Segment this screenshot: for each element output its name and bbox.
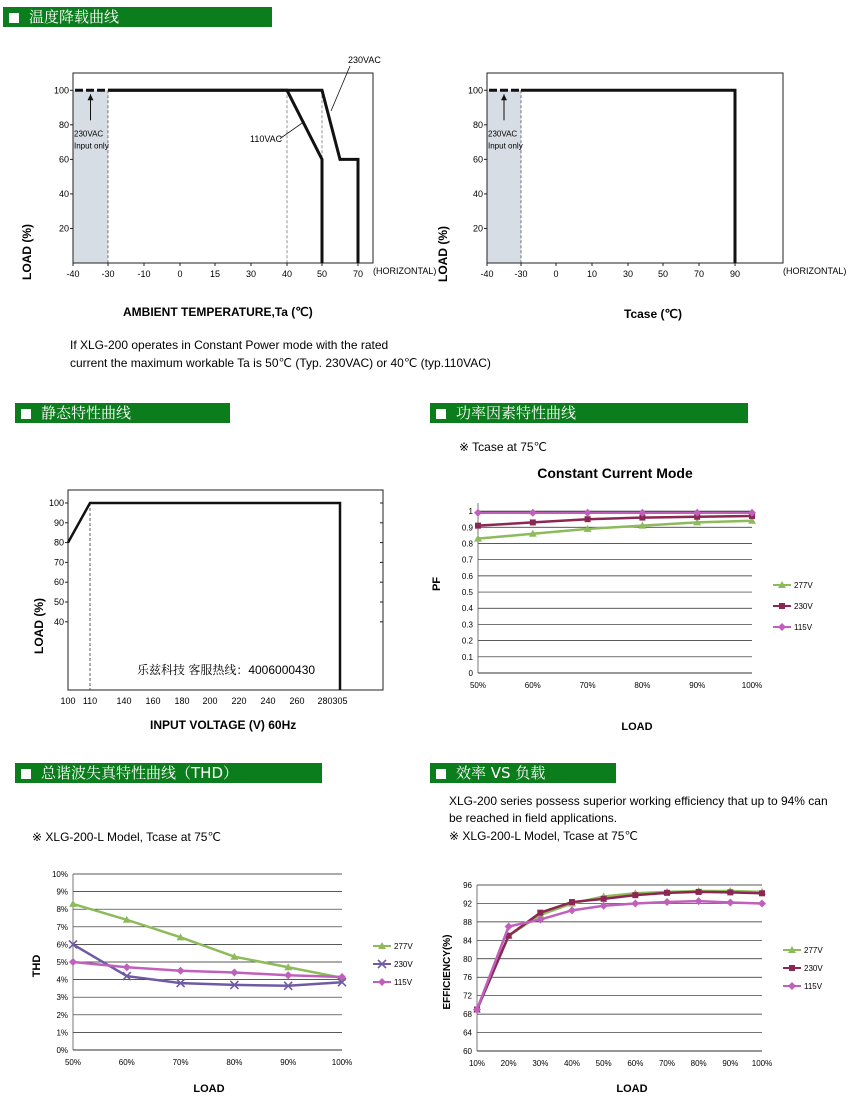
y-tick-label: 90 xyxy=(53,517,64,528)
section-title: 总谐波失真特性曲线（THD） xyxy=(41,764,238,782)
x-tick-label: 140 xyxy=(116,696,132,706)
legend-marker xyxy=(788,982,796,990)
data-point xyxy=(695,897,703,905)
eff-note-line2: be reached in field applications. xyxy=(449,811,618,825)
x-tick-label: 30% xyxy=(532,1059,549,1068)
section-header-static xyxy=(15,403,230,423)
x-tick-label: 60% xyxy=(524,681,541,690)
square-bullet-icon xyxy=(9,13,19,23)
y-axis-label: PF xyxy=(431,576,443,592)
y-tick-label: 2% xyxy=(56,1010,68,1020)
y-tick-label: 0 xyxy=(468,669,473,678)
y-tick-label: 80 xyxy=(58,119,69,130)
x-tick-label: 70% xyxy=(579,681,596,690)
data-point xyxy=(601,896,607,902)
y-tick-label: 0.3 xyxy=(461,620,473,630)
data-point xyxy=(585,516,591,522)
x-tick-label: -40 xyxy=(66,269,80,279)
y-tick-label: 84 xyxy=(463,936,472,946)
data-point xyxy=(632,892,638,898)
x-tick-label: 80% xyxy=(690,1059,707,1068)
series-line xyxy=(477,892,762,1010)
y-tick-label: 0% xyxy=(56,1046,68,1055)
data-point xyxy=(726,899,734,907)
legend-label: 230V xyxy=(804,964,823,973)
x-tick-label: 80% xyxy=(634,681,651,690)
x-tick-label: 90 xyxy=(729,269,741,279)
data-point xyxy=(600,902,608,910)
y-tick-label: 70 xyxy=(53,557,64,568)
chart-marks xyxy=(52,870,413,1067)
y-tick-label: 1 xyxy=(468,507,473,517)
x-tick-label: 0 xyxy=(177,269,183,279)
data-point xyxy=(177,967,185,975)
y-tick-label: 40 xyxy=(53,616,64,627)
x-tick-label: 30 xyxy=(622,269,634,279)
x-tick-label: 70 xyxy=(693,269,705,279)
x-unit-note: (HORIZONTAL) xyxy=(373,266,437,276)
x-tick-label: 90% xyxy=(689,681,706,690)
x-axis-label: LOAD xyxy=(193,1083,225,1095)
y-tick-label: 60 xyxy=(463,1047,472,1056)
static-curve xyxy=(68,503,340,690)
y-tick-label: 92 xyxy=(463,899,472,909)
data-point xyxy=(568,906,576,914)
y-tick-label: 0.1 xyxy=(461,652,473,662)
section-header-pf xyxy=(430,403,748,423)
x-tick-label: 70% xyxy=(172,1058,189,1067)
x-tick-label: 100% xyxy=(331,1058,353,1067)
data-point xyxy=(663,898,671,906)
y-tick-label: 72 xyxy=(463,991,472,1001)
x-tick-label: -10 xyxy=(137,269,151,279)
y-tick-label: 80 xyxy=(463,954,472,964)
legend-label: 115V xyxy=(394,978,413,987)
legend-label: 230V xyxy=(394,960,413,969)
chart-marks xyxy=(462,503,813,690)
pf-tcase-note: ※ Tcase at 75℃ xyxy=(459,440,548,454)
y-tick-label: 0.7 xyxy=(461,555,473,565)
y-tick-label: 4% xyxy=(56,975,68,985)
y-tick-label: 68 xyxy=(463,1010,472,1020)
x-tick-label: 305 xyxy=(332,696,348,706)
x-tick-label: 40 xyxy=(281,269,293,279)
y-tick-label: 60 xyxy=(53,577,64,588)
data-point xyxy=(474,509,482,517)
y-tick-label: 100 xyxy=(48,498,64,508)
legend-label: 230V xyxy=(794,602,813,611)
y-tick-label: 76 xyxy=(463,973,472,983)
section-title: 效率 VS 负载 xyxy=(456,764,546,782)
x-tick-label: 90% xyxy=(722,1059,739,1068)
y-axis-label: LOAD (%) xyxy=(20,224,34,280)
y-tick-label: 96 xyxy=(463,881,472,890)
region-label-line2: Input only xyxy=(74,141,109,151)
legend-label: 277V xyxy=(794,581,813,590)
chart-marks xyxy=(54,55,381,279)
callout-line-110vac xyxy=(280,121,305,138)
data-point xyxy=(727,889,733,895)
static-chart xyxy=(0,480,420,740)
y-tick-label: 0.2 xyxy=(461,636,473,646)
legend-label: 115V xyxy=(804,982,823,991)
x-tick-label: 100 xyxy=(60,696,76,706)
series-label-230vac: 230VAC xyxy=(348,55,381,65)
data-point xyxy=(696,889,702,895)
x-tick-label: 260 xyxy=(289,696,305,706)
data-point xyxy=(758,899,766,907)
y-tick-label: 6% xyxy=(56,940,68,950)
x-axis-label: LOAD xyxy=(621,721,653,733)
derating-curve xyxy=(521,90,735,263)
x-tick-label: 90% xyxy=(280,1058,297,1067)
region-label-line1: 230VAC xyxy=(488,129,518,139)
x-tick-label: 80% xyxy=(226,1058,243,1067)
chart-title: Constant Current Mode xyxy=(537,465,693,481)
data-point xyxy=(529,509,537,517)
square-bullet-icon xyxy=(436,769,446,779)
pf-chart xyxy=(430,458,860,738)
y-axis-label: LOAD (%) xyxy=(32,598,46,654)
y-tick-label: 0.4 xyxy=(461,604,473,614)
x-tick-label: 40% xyxy=(563,1059,581,1068)
y-tick-label: 9% xyxy=(56,887,68,897)
derating-curve xyxy=(108,90,322,263)
legend-label: 277V xyxy=(394,942,413,951)
y-tick-label: 20 xyxy=(472,223,483,234)
x-tick-label: -40 xyxy=(480,269,494,279)
y-axis-label: THD xyxy=(31,954,43,978)
derating-tcase-chart xyxy=(430,50,860,330)
chart-annotation: 乐兹科技 客服热线：4006000430 xyxy=(137,663,316,677)
y-tick-label: 7% xyxy=(56,922,68,932)
data-point xyxy=(69,958,77,966)
x-tick-label: 50% xyxy=(64,1058,82,1067)
series-line xyxy=(477,891,762,1010)
x-tick-label: 160 xyxy=(145,696,161,706)
data-point xyxy=(69,900,77,907)
legend-marker xyxy=(778,623,786,631)
eff-model-note: ※ XLG-200-L Model, Tcase at 75℃ xyxy=(449,829,638,843)
series-line xyxy=(477,901,762,1009)
chart-marks xyxy=(463,881,823,1068)
y-tick-label: 0.9 xyxy=(461,523,473,533)
x-tick-label: 110 xyxy=(82,696,98,706)
y-tick-label: 20 xyxy=(58,223,69,234)
data-point xyxy=(664,890,670,896)
chart-marks xyxy=(468,73,783,279)
x-tick-label: 15 xyxy=(209,269,221,279)
x-tick-label: 30 xyxy=(245,269,257,279)
plot-frame xyxy=(68,490,383,690)
x-axis-label: LOAD xyxy=(616,1083,648,1095)
section-header-efficiency xyxy=(430,763,616,783)
x-unit-note: (HORIZONTAL) xyxy=(783,266,847,276)
y-tick-label: 0.5 xyxy=(461,588,473,598)
legend-label: 277V xyxy=(804,946,823,955)
x-tick-label: 200 xyxy=(202,696,218,706)
legend-label: 115V xyxy=(794,623,813,632)
data-point xyxy=(123,963,131,971)
x-tick-label: 180 xyxy=(174,696,190,706)
data-point xyxy=(537,910,543,916)
x-axis-label: AMBIENT TEMPERATURE,Ta (℃) xyxy=(123,305,313,319)
region-label-line1: 230VAC xyxy=(74,129,104,139)
x-axis-label: INPUT VOLTAGE (V) 60Hz xyxy=(150,718,297,732)
derating-note-line2: current the maximum workable Ta is 50℃ (Typ. 230VAC) or 40℃ (typ.110VAC) xyxy=(70,356,491,370)
x-tick-label: -30 xyxy=(101,269,115,279)
y-tick-label: 50 xyxy=(53,597,64,607)
x-tick-label: 20% xyxy=(500,1059,517,1068)
section-title: 温度降载曲线 xyxy=(29,8,120,26)
legend-marker xyxy=(779,603,785,609)
x-tick-label: 10 xyxy=(586,269,598,279)
data-point xyxy=(569,899,575,905)
x-tick-label: 50 xyxy=(657,269,669,279)
plot-frame xyxy=(73,73,373,263)
y-axis-label: LOAD (%) xyxy=(436,226,450,282)
y-tick-label: 0.6 xyxy=(461,571,473,581)
section-title: 静态特性曲线 xyxy=(41,404,132,422)
data-point xyxy=(530,519,536,525)
y-tick-label: 10% xyxy=(51,870,68,879)
derating-ta-chart xyxy=(0,50,440,330)
region-label-line2: Input only xyxy=(488,141,523,151)
x-tick-label: 60% xyxy=(118,1058,135,1067)
y-tick-label: 60 xyxy=(58,154,69,165)
section-header-thd xyxy=(15,763,322,783)
legend-marker xyxy=(789,965,795,971)
y-tick-label: 8% xyxy=(56,905,68,915)
y-tick-label: 80 xyxy=(472,119,483,130)
legend-marker xyxy=(378,978,386,986)
x-tick-label: 100% xyxy=(741,681,763,690)
y-tick-label: 60 xyxy=(472,154,483,165)
data-point xyxy=(584,509,592,517)
x-tick-label: -30 xyxy=(514,269,528,279)
x-tick-label: 50% xyxy=(469,681,487,690)
x-tick-label: 220 xyxy=(231,696,247,706)
y-axis-label: EFFICIENCY(%) xyxy=(442,934,453,1010)
data-point xyxy=(759,890,765,896)
data-point xyxy=(631,899,639,907)
y-tick-label: 100 xyxy=(467,85,483,96)
square-bullet-icon xyxy=(21,769,31,779)
x-tick-label: 280 xyxy=(317,696,333,706)
efficiency-chart xyxy=(430,870,860,1100)
derating-note-line1: If XLG-200 operates in Constant Power mode with the rated xyxy=(70,338,389,352)
y-tick-label: 100 xyxy=(53,85,69,96)
x-tick-label: 100% xyxy=(751,1059,773,1068)
y-tick-label: 0.8 xyxy=(461,539,473,549)
x-tick-label: 0 xyxy=(553,269,559,279)
x-tick-label: 50 xyxy=(316,269,328,279)
thd-chart xyxy=(0,860,430,1100)
x-axis-label: Tcase (℃) xyxy=(624,307,682,321)
data-point xyxy=(230,969,238,977)
data-point xyxy=(505,923,513,931)
x-tick-label: 70% xyxy=(658,1059,676,1068)
y-tick-label: 1% xyxy=(56,1028,68,1038)
thd-model-note: ※ XLG-200-L Model, Tcase at 75℃ xyxy=(32,830,221,844)
data-point xyxy=(284,971,292,979)
square-bullet-icon xyxy=(21,409,31,419)
y-tick-label: 64 xyxy=(463,1028,472,1038)
y-tick-label: 80 xyxy=(53,537,64,548)
x-tick-label: 70 xyxy=(352,269,364,279)
y-tick-label: 40 xyxy=(472,188,483,199)
x-tick-label: 240 xyxy=(260,696,276,706)
data-point xyxy=(475,523,481,529)
y-tick-label: 3% xyxy=(56,993,68,1003)
eff-note-line1: XLG-200 series possess superior working efficiency that up to 94% can xyxy=(449,794,828,808)
section-title: 功率因素特性曲线 xyxy=(456,404,577,422)
section-header-derating xyxy=(3,7,272,27)
x-tick-label: 50% xyxy=(595,1059,612,1068)
series-label-110vac: 110VAC xyxy=(250,134,283,145)
x-tick-label: 10% xyxy=(468,1059,486,1068)
y-tick-label: 88 xyxy=(463,917,472,927)
square-bullet-icon xyxy=(436,409,446,419)
y-tick-label: 5% xyxy=(56,958,68,967)
y-tick-label: 40 xyxy=(58,188,69,199)
x-tick-label: 60% xyxy=(627,1059,644,1068)
plot-frame xyxy=(487,73,783,263)
